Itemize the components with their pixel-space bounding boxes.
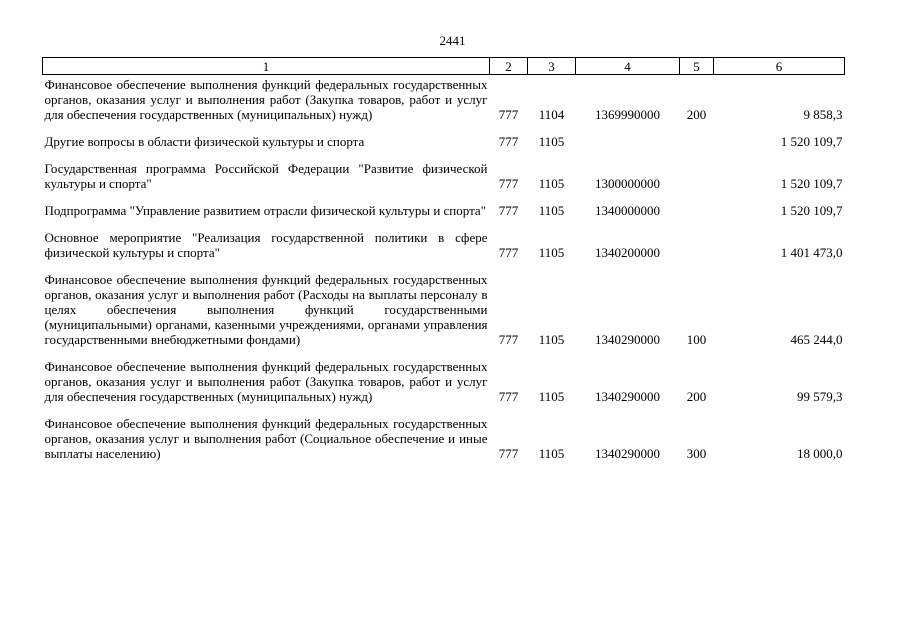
row-name-cell: Другие вопросы в области физической культуры и спорта <box>44 134 365 149</box>
row-amount-cell: 1 520 109,7 <box>780 203 843 218</box>
table-row <box>43 134 845 149</box>
table-row <box>43 230 845 260</box>
row-expense-type-cell <box>680 230 714 260</box>
row-amount-cell: 1 401 473,0 <box>780 245 843 260</box>
row-target-article-cell: 1340290000 <box>595 389 660 404</box>
row-target-article-cell: 1369990000 <box>595 107 660 122</box>
row-name-cell: Основное мероприятие "Реализация государственной политики в сфере физической культуры и спорта" <box>44 230 488 260</box>
row-name-cell: Финансовое обеспечение выполнения функций федеральных государственных органов, оказания услуг и выполнения работ (Расходы на выплаты персоналу в целях обеспечения выполнения функций государственными (муниципальными) органами, казенными учреждениями, органами управления государственными внебюджетными фондами) <box>44 272 488 347</box>
row-code-cell: 777 <box>498 107 519 122</box>
row-section-cell: 1105 <box>538 389 565 404</box>
row-code-cell: 777 <box>498 446 519 461</box>
table-row <box>43 77 845 122</box>
row-section-cell: 1105 <box>538 176 565 191</box>
row-expense-type-cell <box>680 203 714 218</box>
row-target-article-cell: 1300000000 <box>595 176 660 191</box>
table-body <box>43 75 845 462</box>
row-section-cell: 1105 <box>538 332 565 347</box>
column-header-6: 6 <box>714 58 845 75</box>
row-code-cell: 777 <box>498 134 519 149</box>
row-target-article-cell: 1340290000 <box>595 332 660 347</box>
row-section-cell: 1105 <box>538 245 565 260</box>
column-header-1: 1 <box>43 58 490 75</box>
row-name-cell: Финансовое обеспечение выполнения функций федеральных государственных органов, оказания услуг и выполнения работ (Социальное обеспечение и иные выплаты населению) <box>44 416 488 461</box>
row-section-cell: 1105 <box>538 446 565 461</box>
table-header <box>43 58 845 75</box>
table-row <box>43 161 845 191</box>
row-target-article-cell: 1340000000 <box>595 203 660 218</box>
table-row <box>43 203 845 218</box>
row-name-cell: Подпрограмма "Управление развитием отрасли физической культуры и спорта" <box>44 203 487 218</box>
row-section-cell: 1105 <box>538 134 565 149</box>
page-number: 2441 <box>439 33 466 48</box>
table-row <box>43 359 845 404</box>
row-expense-type-cell <box>680 161 714 191</box>
budget-table <box>42 57 845 461</box>
row-amount-cell: 9 858,3 <box>803 107 843 122</box>
row-amount-cell: 99 579,3 <box>797 389 843 404</box>
row-expense-type-cell: 100 <box>686 332 707 347</box>
row-target-article-cell: 1340290000 <box>595 446 660 461</box>
row-section-cell: 1105 <box>538 203 565 218</box>
row-code-cell: 777 <box>498 176 519 191</box>
row-amount-cell: 18 000,0 <box>797 446 843 461</box>
row-name-cell: Государственная программа Российской Федерации "Развитие физической культуры и спорта" <box>44 161 488 191</box>
row-code-cell: 777 <box>498 245 519 260</box>
row-code-cell: 777 <box>498 203 519 218</box>
row-name-cell: Финансовое обеспечение выполнения функций федеральных государственных органов, оказания услуг и выполнения работ (Закупка товаров, работ и услуг для обеспечения государственных (муниципальных) нужд) <box>44 359 488 404</box>
row-code-cell: 777 <box>498 389 519 404</box>
column-header-4: 4 <box>576 58 680 75</box>
row-target-article-cell: 1340200000 <box>595 245 660 260</box>
row-expense-type-cell: 200 <box>686 389 707 404</box>
table-row <box>43 416 845 461</box>
row-name-cell: Финансовое обеспечение выполнения функций федеральных государственных органов, оказания услуг и выполнения работ (Закупка товаров, работ и услуг для обеспечения государственных (муниципальных) нужд) <box>44 77 488 122</box>
column-header-3: 3 <box>528 58 576 75</box>
table-row <box>43 272 845 347</box>
row-target-article-cell <box>576 134 680 149</box>
row-expense-type-cell <box>680 134 714 149</box>
row-amount-cell: 1 520 109,7 <box>780 134 843 149</box>
row-code-cell: 777 <box>498 332 519 347</box>
row-amount-cell: 1 520 109,7 <box>780 176 843 191</box>
row-expense-type-cell: 200 <box>686 107 707 122</box>
row-expense-type-cell: 300 <box>686 446 707 461</box>
column-header-2: 2 <box>490 58 528 75</box>
row-section-cell: 1104 <box>538 107 565 122</box>
column-header-5: 5 <box>680 58 714 75</box>
row-amount-cell: 465 244,0 <box>790 332 843 347</box>
